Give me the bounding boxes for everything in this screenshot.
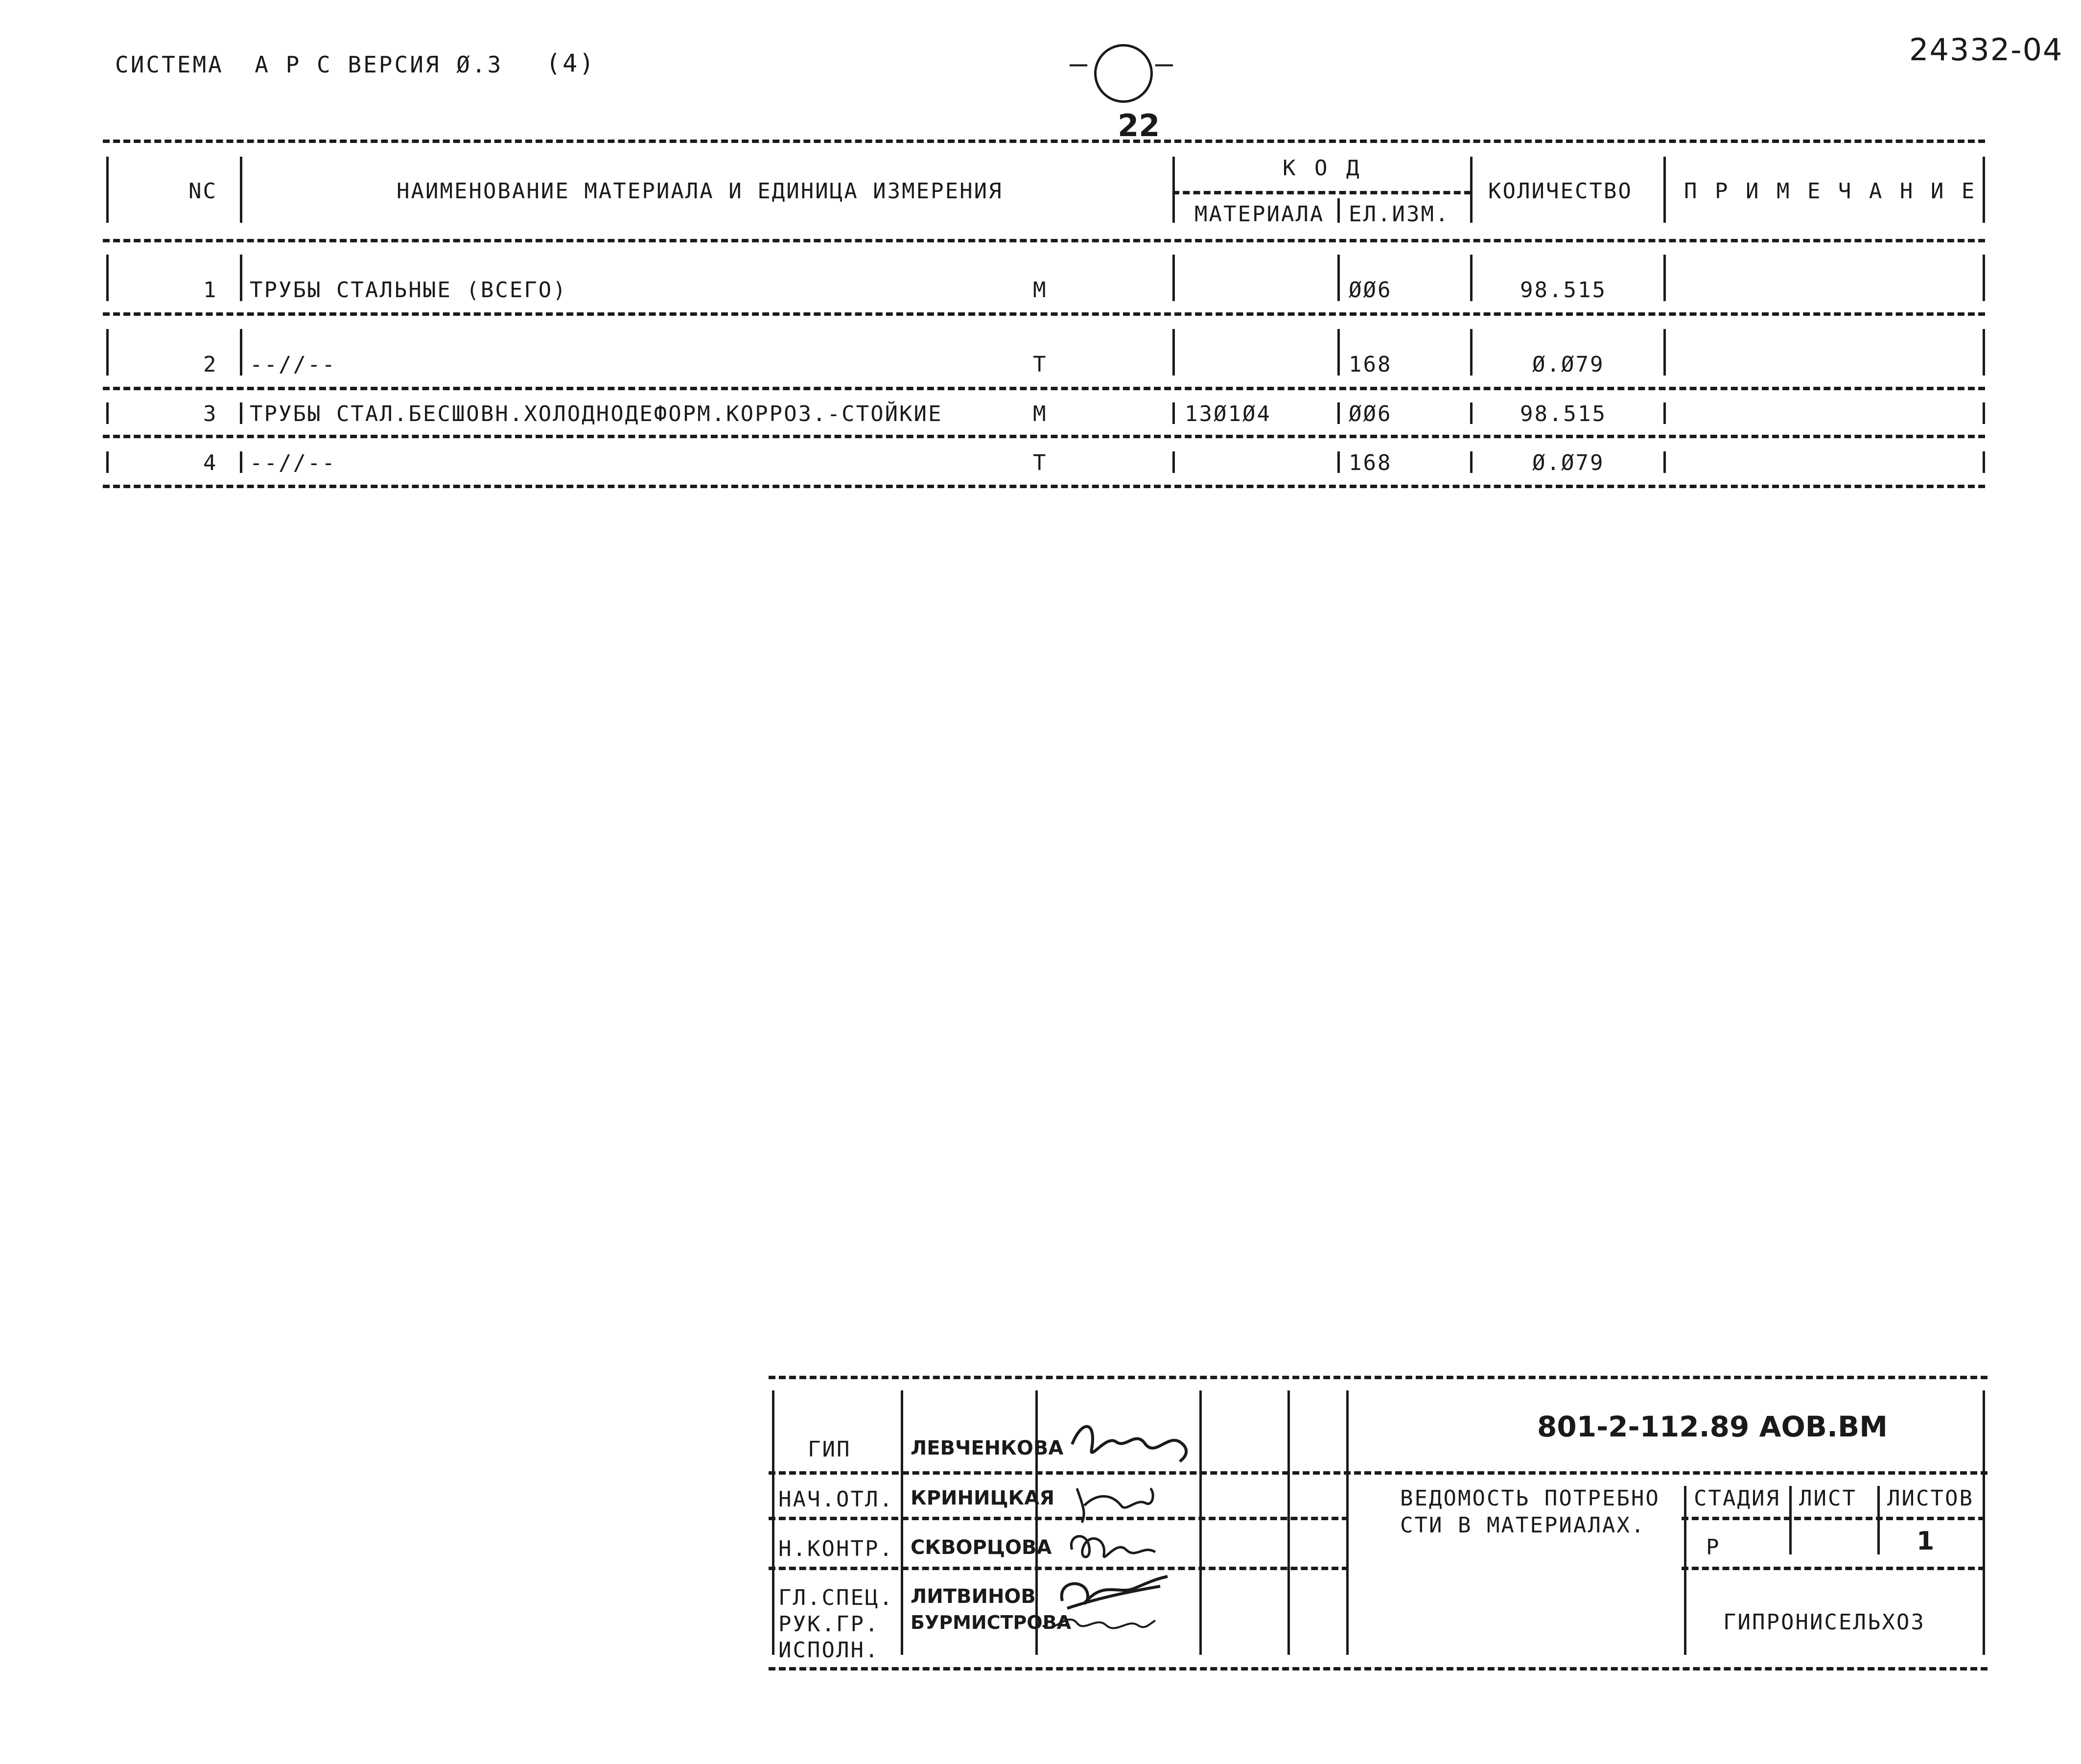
stamp-person-name: БУРМИСТРОВА	[911, 1612, 1072, 1633]
stamp-sheets-value: 1	[1917, 1527, 1935, 1556]
stamp-role: ИСПОЛН.	[778, 1638, 880, 1663]
table-rule-top	[103, 140, 1985, 143]
col-header-name: НАИМЕНОВАНИЕ МАТЕРИАЛА И ЕДИНИЦА ИЗМЕРЕНИЯ	[397, 179, 1003, 204]
stamp-role: Н.КОНТР.	[778, 1536, 894, 1561]
col-sep	[1983, 451, 1985, 473]
row-name: --//--	[250, 352, 336, 377]
stamp-sep	[1684, 1486, 1686, 1655]
document-id: 24332-04	[1909, 32, 2063, 68]
stamp-role: НАЧ.ОТЛ.	[778, 1487, 894, 1512]
stamp-rule	[769, 1517, 1349, 1520]
stamp-rule	[1682, 1567, 1985, 1570]
stamp-rule-top	[769, 1376, 1987, 1379]
page-number-text: 22	[1118, 108, 1160, 143]
stamp-sep	[901, 1390, 903, 1655]
col-sep	[1663, 451, 1666, 473]
row-no: 1	[203, 278, 218, 303]
stamp-rule-bottom	[769, 1667, 1987, 1670]
stamp-stage-label: СТАДИЯ	[1694, 1486, 1780, 1511]
col-sep	[240, 329, 242, 376]
signature-levchenkova	[1062, 1415, 1199, 1469]
col-sep	[240, 255, 242, 301]
table-rule-bottom	[103, 485, 1985, 488]
table-rule-row1-bottom	[103, 312, 1985, 316]
row-unit-code: 168	[1349, 352, 1392, 377]
row-quantity: Ø.Ø79	[1532, 450, 1605, 475]
stamp-role: ГЛ.СПЕЦ.	[778, 1585, 894, 1610]
col-sep	[1983, 255, 1985, 301]
stamp-sheet-label: ЛИСТ	[1799, 1486, 1857, 1511]
stamp-person-name: СКВОРЦОВА	[911, 1536, 1052, 1559]
col-sep	[1172, 329, 1175, 376]
row-name: --//--	[250, 450, 336, 475]
col-sep	[1470, 402, 1473, 424]
col-header-quantity: КОЛИЧЕСТВО	[1488, 179, 1633, 204]
col-sep	[240, 157, 242, 223]
page-number-dash-right: –	[1155, 47, 1173, 81]
stamp-role: РУК.ГР.	[778, 1612, 880, 1637]
signature-burmistrova	[1033, 1606, 1160, 1640]
table-rule-row2-bottom	[103, 387, 1985, 390]
stamp-rule	[769, 1471, 1987, 1475]
row-name: ТРУБЫ СТАЛ.БЕСШОВН.ХОЛОДНОДЕФОРМ.КОРРОЗ.-СТОЙКИЕ	[250, 401, 943, 426]
col-sep	[106, 329, 109, 376]
stamp-person-name: ЛИТВИНОВ	[911, 1585, 1036, 1608]
col-sep	[1337, 402, 1340, 424]
stamp-sheets-label: ЛИСТОВ	[1887, 1486, 1974, 1511]
col-header-code-material: МАТЕРИАЛА	[1194, 202, 1325, 227]
signature-skvortsova	[1062, 1525, 1170, 1569]
col-sep	[1470, 451, 1473, 473]
row-no: 2	[203, 352, 218, 377]
stamp-rule	[769, 1567, 1349, 1570]
stamp-stage-value: Р	[1706, 1535, 1721, 1560]
row-unit-code: ØØ6	[1349, 278, 1392, 303]
stamp-sep	[1346, 1390, 1349, 1655]
stamp-rule	[1682, 1517, 1985, 1520]
col-header-code-unit: ЕЛ.ИЗМ.	[1349, 202, 1450, 227]
col-header-no: NC	[188, 179, 217, 204]
col-sep	[1983, 157, 1985, 223]
stamp-sep	[1199, 1390, 1202, 1655]
col-sep	[1172, 402, 1175, 424]
col-sep	[1172, 157, 1175, 223]
stamp-sep	[1287, 1390, 1290, 1655]
page-number	[1094, 44, 1160, 143]
variant-label: (4)	[546, 49, 596, 77]
row-no: 3	[203, 401, 218, 426]
system-version-label: СИСТЕМА А Р С ВЕРСИЯ Ø.3	[115, 51, 503, 78]
col-sep	[1663, 157, 1666, 223]
stamp-sep	[1789, 1486, 1792, 1554]
col-sep	[1663, 255, 1666, 301]
col-sep	[1470, 255, 1473, 301]
stamp-designation: 801-2-112.89 АОВ.ВМ	[1537, 1410, 1888, 1443]
col-sep	[1337, 198, 1340, 223]
col-sep	[1983, 329, 1985, 376]
row-unit-code: ØØ6	[1349, 401, 1392, 426]
col-sep	[1337, 255, 1340, 301]
stamp-organization: ГИПРОНИСЕЛЬХОЗ	[1723, 1610, 1925, 1635]
stamp-sep	[772, 1390, 774, 1655]
table-rule-header-bottom	[103, 239, 1985, 242]
stamp-title-line2: СТИ В МАТЕРИАЛАХ.	[1400, 1513, 1646, 1538]
col-sep	[1470, 329, 1473, 376]
col-sep	[1663, 329, 1666, 376]
row-name: ТРУБЫ СТАЛЬНЫЕ (ВСЕГО)	[250, 278, 567, 303]
page-number-dash-left: –	[1070, 47, 1088, 81]
row-unit: Т	[1033, 352, 1048, 377]
col-sep	[1172, 451, 1175, 473]
stamp-role: ГИП	[808, 1437, 851, 1462]
col-header-note: П Р И М Е Ч А Н И Е	[1684, 179, 1977, 204]
col-sep	[106, 157, 109, 223]
col-sep	[106, 451, 109, 473]
row-material-code: 13Ø1Ø4	[1185, 401, 1271, 426]
table-rule-row3-bottom	[103, 435, 1985, 438]
row-unit-code: 168	[1349, 450, 1392, 475]
table-rule-code-split	[1172, 191, 1471, 194]
col-sep	[240, 402, 242, 424]
stamp-person-name: КРИНИЦКАЯ	[911, 1487, 1055, 1509]
row-unit: М	[1033, 278, 1048, 303]
col-sep	[106, 255, 109, 301]
stamp-sep	[1877, 1486, 1880, 1554]
col-header-code: К О Д	[1283, 156, 1362, 181]
row-unit: Т	[1033, 450, 1048, 475]
col-sep	[106, 402, 109, 424]
row-quantity: Ø.Ø79	[1532, 352, 1605, 377]
row-quantity: 98.515	[1520, 401, 1607, 426]
signature-krinitskaya	[1067, 1479, 1165, 1528]
stamp-person-name: ЛЕВЧЕНКОВА	[911, 1437, 1064, 1459]
col-sep	[1172, 255, 1175, 301]
row-no: 4	[203, 450, 218, 475]
col-sep	[1337, 451, 1340, 473]
col-sep	[1663, 402, 1666, 424]
row-quantity: 98.515	[1520, 278, 1607, 303]
row-unit: М	[1033, 401, 1048, 426]
col-sep	[1983, 402, 1985, 424]
stamp-title-line1: ВЕДОМОСТЬ ПОТРЕБНО	[1400, 1486, 1660, 1511]
col-sep	[1470, 157, 1473, 223]
col-sep	[1337, 329, 1340, 376]
col-sep	[240, 451, 242, 473]
stamp-sep	[1983, 1390, 1985, 1655]
